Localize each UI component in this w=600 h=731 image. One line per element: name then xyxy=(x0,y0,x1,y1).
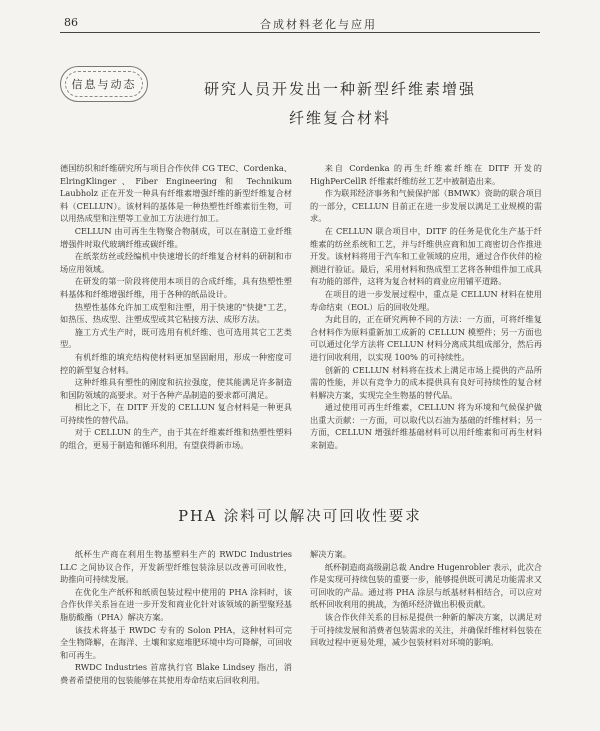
paragraph: 德国纺织和纤维研究所与项目合作伙伴 CG TEC、Cordenka、ElringKlinger、Fiber Engineering 和 Technikum Laubholz 正在开发一种具有纤维素增强纤维的新型纤维复合材料（CELLUN）。该材料的基体是一种热塑性纤维素衍生物，可以用热成型和注塑等工业加工方法进行加工。 xyxy=(60,163,292,224)
paragraph: 有机纤维的填充结构使材料更加坚固耐用，形成一种密度可控的新型复合材料。 xyxy=(60,351,292,375)
article1-column-left xyxy=(60,162,292,452)
article1-title-line1: 研究人员开发出一种新型纤维素增强 xyxy=(203,80,476,98)
article1-title xyxy=(150,78,530,128)
paragraph: 创新的 CELLUN 材料将在技术上满足市场上提供的产品所需的性能，并以有竞争力的成本提供具有良好可持续性的复合材料解决方案，实现完全生物基的替代品。 xyxy=(310,364,542,400)
paragraph: 在 CELLUN 联合项目中，DITF 的任务是优化生产基于纤维素的纺丝系统和工艺，并与纤维供应商和加工商密切合作推进开发。该材料将用于汽车和工业领域的应用，通过合作伙伴的检测进行验证。最后，采用材料和热成型工艺将各种组件加工成具有功能的部件，这将为复合材料的商业应用铺平道路。 xyxy=(310,225,542,287)
paragraph: 作为联邦经济事务和气候保护部（BMWK）资助的联合项目的一部分，CELLUN 目前正在进一步发展以满足工业规模的需求。 xyxy=(310,188,542,224)
paragraph: 在研发的第一阶段将使用本项目的合成纤维，具有热塑性塑料基体和纤维增强纤维，用于各种的纸品设计。 xyxy=(60,276,292,299)
paragraph: 这种纤维具有塑性的刚度和抗拉强度，使其能满足许多制造和国防领域的高要求。对于各种产品制造的要求都可满足。 xyxy=(60,377,292,400)
paragraph: 热塑性基体允许加工成型和注塑，用于快速的"快捷"工艺，如热压、热成型、注塑成型或其它粘接方法、成形方法。 xyxy=(60,301,292,325)
section-badge xyxy=(60,66,148,102)
paragraph: 对于 CELLUN 的生产，由于其在纤维素纤维和热塑性塑料的组合，更易于制造和循环利用，有望获得新市场。 xyxy=(60,427,292,451)
paragraph: 纸杯生产商在利用生物基塑料生产的 RWDC Industries LLC 之间协议合作，开发新型纤维包装涂层以改善可回收性，助推向可持续发展。 xyxy=(60,549,292,585)
paragraph: 通过使用可再生纤维素，CELLUN 将为环境和气候保护做出重大贡献：一方面，可以取代以石油为基础的纤维材料；另一方面，CELLUN 增强纤维基础材料可以用纤维素和可再生材料来制造。 xyxy=(310,402,542,451)
page-header xyxy=(60,14,540,33)
article2-column-left xyxy=(60,548,292,687)
article2-column-right xyxy=(310,548,542,649)
paragraph: 该技术将基于 RWDC 专有的 Solon PHA，这种材料可完全生物降解，在海洋、土壤和家庭堆肥环境中均可降解，可回收和可再生。 xyxy=(60,624,292,660)
section-badge-label: 信息与动态 xyxy=(71,78,137,91)
paragraph: 施工方式生产时，既可选用有机纤维、也可选用其它工艺类型。 xyxy=(60,326,292,350)
paragraph: 在纸浆纺丝或经编机中快速增长的纤维复合材料的研制和市场应用领域。 xyxy=(60,251,292,274)
paragraph: CELLUN 由可再生生物聚合物制成，可以在制造工业纤维增强件时取代玻璃纤维或碳纤维。 xyxy=(60,225,292,249)
paragraph: 该合作伙伴关系的目标是提供一种新的解决方案，以满足对于可持续发展和消费者包装需求的关注，并确保纤维材料包装在回收过程中更易处理，减少包装材料对环境的影响。 xyxy=(310,611,542,648)
paragraph: 在项目的进一步发展过程中，重点是 CELLUN 材料在使用寿命结束（EOL）后的回收处理。 xyxy=(310,288,542,312)
paragraph: 纸杯制造商高级副总裁 Andre Hugenrobler 表示，此次合作是实现可持续包装的重要一步，能够提供既可满足功能需求又可回收的产品。通过将 PHA 涂层与纸基材料相结合，可以应对纸杯回收利用的挑战，为循环经济做出积极贡献。 xyxy=(310,561,542,610)
paragraph: RWDC Industries 首席执行官 Blake Lindsey 指出，消费者希望使用的包装能够在其使用寿命结束后回收利用。 xyxy=(60,662,292,685)
article1-title-line2: 纤维复合材料 xyxy=(288,109,391,127)
paragraph: 在优化生产纸杯和纸质包装过程中使用的 PHA 涂料时，该合作伙伴关系旨在进一步开发和商业化针对该领域的新型聚羟基脂肪酸酯（PHA）解决方案。 xyxy=(60,586,292,622)
article1-column-right xyxy=(310,162,542,452)
page-number: 86 xyxy=(64,16,78,29)
paragraph: 为此目的，正在研究两种不同的方法：一方面，可将纤维复合材料作为原料重新加工成新的 CELLUN 模塑件；另一方面也可以通过化学方法将 CELLUN 材料分离成其组成部分，然后再进行回收利用，以实现 100% 的可持续性。 xyxy=(310,314,542,362)
paragraph: 相比之下，在 DITF 开发的 CELLUN 复合材料是一种更具可持续性的替代品。 xyxy=(60,402,292,425)
paragraph: 解决方案。 xyxy=(310,549,351,559)
journal-title: 合成材料老化与应用 xyxy=(260,18,377,31)
article2-title: PHA 涂料可以解决可回收性要求 xyxy=(178,509,422,525)
paragraph: 来自 Cordenka 的再生纤维素纤维在 DITF 开发的 HighPerCellR 纤维素纤维纺丝工艺中被制造出来。 xyxy=(310,163,542,186)
